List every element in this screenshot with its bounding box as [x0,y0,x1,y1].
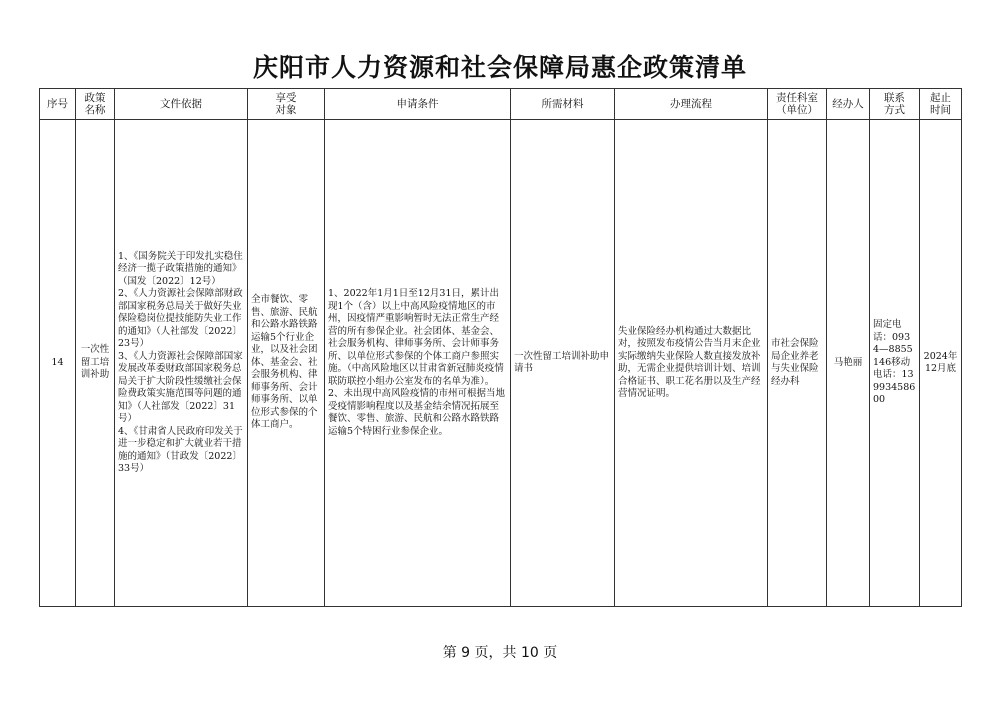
header-policy-name: 政策 名称 [76,89,115,120]
cell-seq: 14 [40,120,76,607]
header-materials: 所需材料 [511,89,615,120]
basis-item: 2、《人力资源社会保障部财政部国家税务总局关于做好失业保险稳岗位提技能防失业工作的通知》（人社部发〔2022〕23号） [118,288,243,349]
header-conditions: 申请条件 [325,89,511,120]
policy-table [39,88,962,607]
header-contact: 联系 方式 [870,89,920,120]
page-title: 庆阳市人力资源和社会保障局惠企政策清单 [252,53,747,82]
header-handler: 经办人 [827,89,870,120]
table-row [40,120,962,607]
header-row [40,89,962,120]
cell-process: 失业保险经办机构通过大数据比对，按照发布疫情公告当月末企业实际缴纳失业保险人数直接发放补助，无需企业提供培训计划、培训合格证书、职工花名册以及生产经营情况证明。 [615,120,768,607]
basis-item: 3、《人力资源社会保障部国家发展改革委财政部国家税务总局关于扩大阶段性缓缴社会保险费政策实施范围等问题的通知》（人社部发〔2022〕31号） [118,350,243,424]
cell-contact: 固定电话：0934—8855146移动电话：13993458600 [870,120,920,607]
cell-department: 市社会保险局企业养老与失业保险经办科 [768,120,827,607]
condition-item: 2、未出现中高风险疫情的市州可根据当地受疫情影响程度以及基金结余情况拓展至餐饮、零售、旅游、民航和公路水路铁路运输5个特困行业参保企业。 [328,388,506,437]
header-department: 责任科室 （单位） [768,89,827,120]
cell-policy-name: 一次性留工培训补助 [76,120,115,607]
cell-materials: 一次性留工培训补助申请书 [511,120,615,607]
basis-item: 1、《国务院关于印发扎实稳住经济一揽子政策措施的通知》（国发〔2022〕12号） [118,250,243,287]
header-target: 享受 对象 [248,89,325,120]
basis-item: 4、《甘肃省人民政府印发关于进一步稳定和扩大就业若干措施的通知》（甘政发〔2022〕33号） [118,425,243,474]
condition-item: 1、2022年1月1日至12月31日，累计出现1个（含）以上中高风险疫情地区的市州，因疫情严重影响暂时无法正常生产经营的所有参保企业。社会团体、基金会、社会服务机构、律师事务所、会计师事务所、以单位形式参保的个体工商户参照实施。（中高风险地区以甘肃省新冠肺炎疫情联防联控小组办公室发布的名单为准）。 [328,288,504,387]
cell-conditions [325,120,511,607]
header-process: 办理流程 [615,89,768,120]
cell-target: 全市餐饮、零售、旅游、民航和公路水路铁路运输5个行业企业，以及社会团体、基金会、社会服务机构、律师事务所、会计师事务所、以单位形式参保的个体工商户。 [248,120,325,607]
header-basis: 文件依据 [115,89,248,120]
cell-handler: 马艳丽 [827,120,870,607]
page-number: 第 9 页，共 10 页 [442,645,558,661]
cell-basis [115,120,248,607]
header-deadline: 起止 时间 [920,89,962,120]
cell-deadline: 2024年12月底 [920,120,962,607]
header-seq: 序号 [40,89,76,120]
